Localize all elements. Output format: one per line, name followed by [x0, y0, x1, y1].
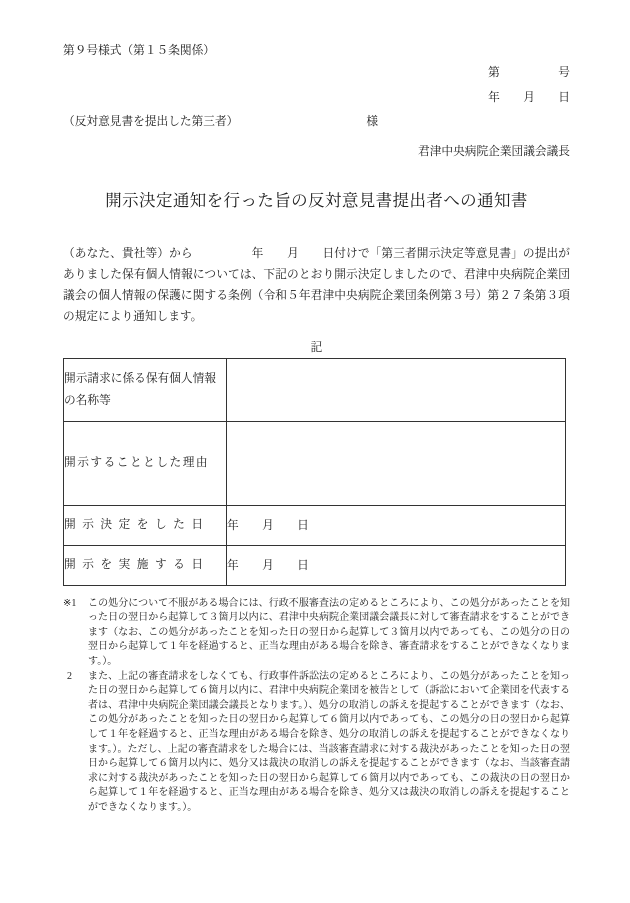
row-value-information-name: [227, 358, 566, 421]
row-label-implementation-date: 開示を実施する日: [64, 545, 227, 585]
sender-line: 君津中央病院企業団議会議長: [418, 145, 570, 158]
form-number: 第９号様式（第１５条関係）: [63, 44, 215, 57]
row-label-information-name: 開示請求に係る保有個人情報の名称等: [64, 358, 227, 421]
table-row-decision-date: [64, 505, 566, 545]
disclosure-table: [63, 358, 566, 586]
note-lawsuit-procedure: [63, 670, 570, 816]
row-value-decision-date: 年 月 日: [227, 505, 566, 545]
note-marker-2: 2: [67, 670, 72, 682]
note-text-2: また、上記の審査請求をしなくても、行政事件訴訟法の定めるところにより、この処分があったことを知った日の翌日から起算して６箇月以内に、君津中央病院企業団を被告として（訴訟において企業団を代表する者は、君津中央病院企業団議会議長となります。）、処分の取消しの訴えを提起することができます（なお、この処分があったことを知った日の翌日から起算して６箇月以内であっても、この処分の日の翌日から起算して１年を経過すると、正当な理由がある場合を除き、処分の取消しの訴えを提起することができなくなります。）。ただし、上記の審査請求をした場合には、当該審査請求に対する裁決があったことを知った日の翌日から起算して６箇月以内に、処分又は裁決の取消しの訴えを提起することができます（なお、当該審査請求に対する裁決があったことを知った日の翌日から起算して６箇月以内であっても、この裁決の日の翌日から起算して１年を経過すると、正当な理由がある場合を除き、処分又は裁決の取消しの訴えを提起することができなくなります。）。: [88, 670, 570, 813]
note-text-1: この処分について不服がある場合には、行政不服審査法の定めるところにより、この処分があったことを知った日の翌日から起算して３箇月以内に、君津中央病院企業団議会議長に対して審査請求をすることができます（なお、この処分があったことを知った日の翌日から起算して３箇月以内であっても、この処分の日の翌日から起算して１年を経過すると、正当な理由がある場合を除き、審査請求をすることができなくなります。）。: [88, 597, 570, 668]
document-number-line: 第 号: [488, 66, 570, 79]
record-marker: 記: [310, 340, 323, 354]
addressee-placeholder: （反対意見書を提出した第三者）: [63, 115, 239, 128]
body-paragraph: （あなた、貴社等）から 年 月 日付けで「第三者開示決定等意見書」の提出がありました保有個人情報については、下記のとおり開示決定しましたので、君津中央病院企業団議会の個人情報の保護に関する条例（令和５年君津中央病院企業団条例第３号）第２７条第３項の規定により通知します。: [63, 247, 570, 323]
table-row-implementation-date: [64, 545, 566, 585]
row-value-disclosure-reason: [227, 421, 566, 505]
addressee-line: [63, 110, 570, 134]
notes-section: [63, 597, 570, 816]
date-line: 年 月 日: [488, 91, 570, 104]
note-marker-1: ※1: [63, 597, 77, 609]
table-row-information-name: [64, 358, 566, 421]
table-row-disclosure-reason: [64, 421, 566, 505]
document-number-date-block: [63, 60, 570, 110]
note-appeal-procedure: [63, 597, 570, 670]
document-title: 開示決定通知を行った旨の反対意見書提出者への通知書: [105, 191, 528, 210]
row-label-disclosure-reason: 開示することとした理由: [64, 421, 227, 505]
row-value-implementation-date: 年 月 日: [227, 545, 566, 585]
row-label-decision-date: 開示決定をした日: [64, 505, 227, 545]
addressee-honorific: 様: [366, 115, 379, 128]
